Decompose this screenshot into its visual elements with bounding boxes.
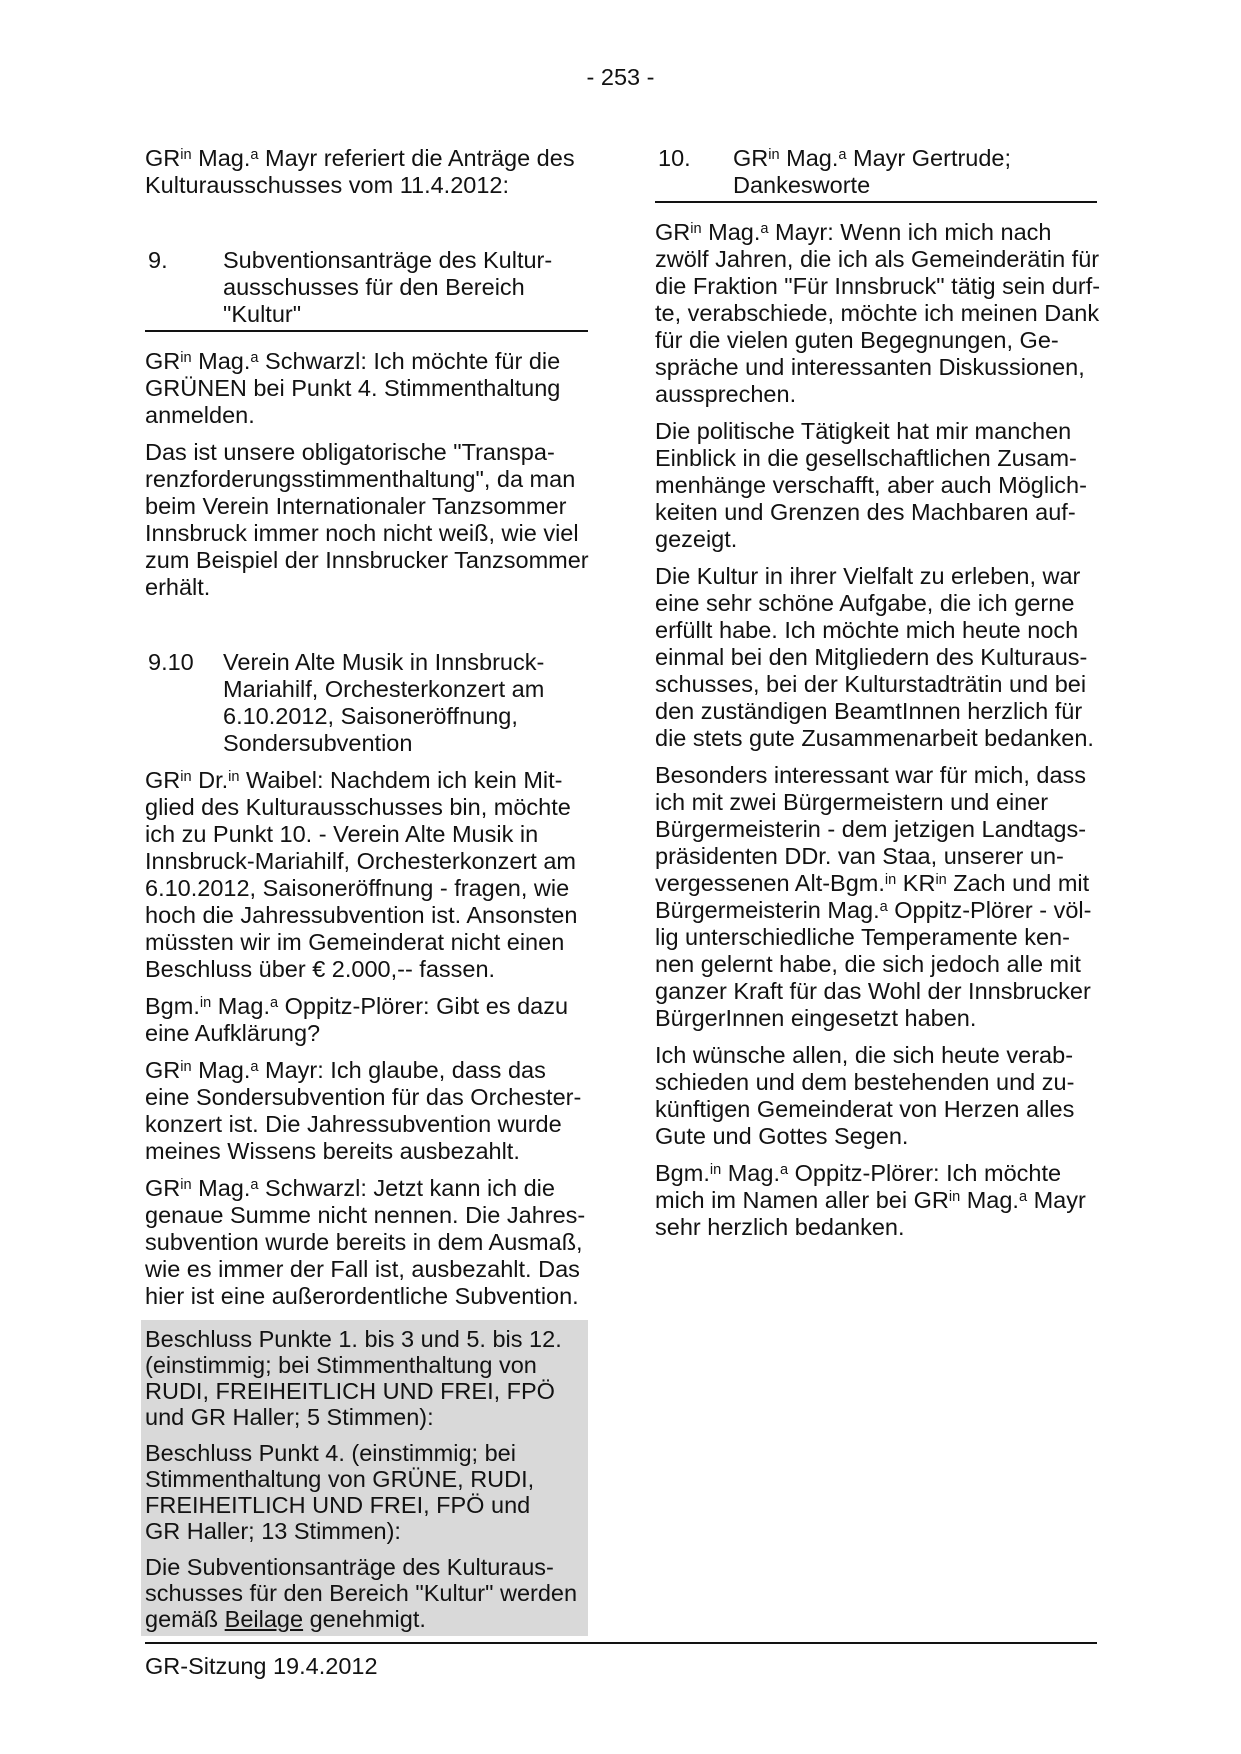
paragraph: [655, 418, 1097, 553]
text-line: beim Verein Internationaler Tanzsommer: [145, 493, 567, 519]
paragraph: [145, 439, 588, 601]
text-line: subvention wurde bereits in dem Ausmaß,: [145, 1229, 583, 1255]
text-line: aussprechen.: [655, 381, 797, 407]
text-line: die Fraktion "Für Innsbruck" tätig sein durf-: [655, 273, 1101, 299]
text-line: RUDI, FREIHEITLICH UND FREI, FPÖ: [145, 1378, 555, 1404]
text-line: lig unterschiedliche Temperamente ken-: [655, 924, 1070, 950]
text-line: ganzer Kraft für das Wohl der Innsbrucker: [655, 978, 1091, 1004]
text-line: Besonders interessant war für mich, dass: [655, 762, 1087, 788]
paragraph: [145, 145, 588, 199]
footer: [145, 1642, 1097, 1680]
text-line: 6.10.2012, Saisoneröffnung,: [223, 703, 518, 729]
text-line: gezeigt.: [655, 526, 738, 552]
text-line: zum Beispiel der Innsbrucker Tanzsommer: [145, 547, 589, 573]
text-line: gemäß Beilage genehmigt.: [145, 1606, 426, 1632]
text-line: renzforderungsstimmenthaltung", da man: [145, 466, 576, 492]
text-line: eine Aufklärung?: [145, 1020, 321, 1046]
page-content: [145, 145, 1101, 1636]
heading-number: 10.: [658, 145, 691, 171]
text-line: künftigen Gemeinderat von Herzen alles: [655, 1096, 1075, 1122]
text-line: eine Sondersubvention für das Orchester-: [145, 1084, 582, 1110]
text-line: hier ist eine außerordentliche Subvention.: [145, 1283, 579, 1309]
text-line: einmal bei den Mitgliedern des Kulturaus-: [655, 644, 1088, 670]
text-line: FREIHEITLICH UND FREI, FPÖ und: [145, 1492, 531, 1518]
text-line: eine sehr schöne Aufgabe, die ich gerne: [655, 590, 1075, 616]
text-line: Bürgermeisterin - dem jetzigen Landtags-: [655, 816, 1087, 842]
text-line: GRÜNEN bei Punkt 4. Stimmenthaltung: [145, 375, 561, 401]
text-line: spräche und interessanten Diskussionen,: [655, 354, 1085, 380]
text-line: schusses für den Bereich "Kultur" werden: [145, 1580, 578, 1606]
text-line: zwölf Jahren, die ich als Gemeinderätin für: [655, 246, 1100, 272]
text-line: Die Kultur in ihrer Vielfalt zu erleben, war: [655, 563, 1081, 589]
text-line: mich im Namen aller bei $GR^{in}$ Mag.$^a$ Mayr: [655, 1187, 1086, 1213]
text-line: wie es immer der Fall ist, ausbezahlt. Das: [145, 1256, 580, 1282]
paragraph: [145, 993, 588, 1047]
text-line: 6.10.2012, Saisoneröffnung - fragen, wie: [145, 875, 570, 901]
text-line: müssten wir im Gemeinderat nicht einen: [145, 929, 565, 955]
text-line: BürgerInnen eingesetzt haben.: [655, 1005, 977, 1031]
text-line: $GR^{in}$ Mag.$^a$ Mayr referiert die Anträge des: [145, 145, 575, 171]
text-line: erhält.: [145, 574, 211, 600]
text-line: ich mit zwei Bürgermeistern und einer: [655, 789, 1049, 815]
text-line: anmelden.: [145, 402, 255, 428]
section-heading: [145, 247, 588, 332]
section-heading: [145, 649, 588, 757]
text-line: Innsbruck immer noch nicht weiß, wie viel: [145, 520, 579, 546]
heading-number: 9.10: [148, 649, 194, 675]
paragraph: [655, 1042, 1097, 1150]
text-line: Mariahilf, Orchesterkonzert am: [223, 676, 545, 702]
text-line: hoch die Jahressubvention ist. Ansonsten: [145, 902, 578, 928]
text-line: Beschluss über € 2.000,-- fassen.: [145, 956, 496, 982]
text-line: Einblick in die gesellschaftlichen Zusam-: [655, 445, 1077, 471]
text-line: Sondersubvention: [223, 730, 413, 756]
paragraph: [145, 348, 588, 429]
decision-paragraph: [145, 1440, 586, 1544]
heading-number: 9.: [148, 247, 168, 273]
paragraph: [145, 1057, 588, 1165]
text-line: Bgm.$^{in}$ Mag.$^a$ Oppitz-Plörer: Ich möchte: [655, 1160, 1062, 1186]
text-line: schusses, bei der Kulturstadträtin und bei: [655, 671, 1087, 697]
text-line: konzert ist. Die Jahressubvention wurde: [145, 1111, 562, 1137]
text-line: Beschluss Punkte 1. bis 3 und 5. bis 12.: [145, 1326, 562, 1352]
text-line: genaue Summe nicht nennen. Die Jahres-: [145, 1202, 586, 1228]
left-column: [145, 145, 588, 1636]
text-line: $GR^{in}$ Dr.$^{in}$ Waibel: Nachdem ich kein Mit-: [145, 767, 563, 793]
text-line: Dankesworte: [733, 172, 871, 198]
text-line: präsidenten DDr. van Staa, unserer un-: [655, 843, 1064, 869]
text-line: Innsbruck-Mariahilf, Orchesterkonzert am: [145, 848, 576, 874]
text-line: $GR^{in}$ Mag.$^a$ Mayr: Ich glaube, dass das: [145, 1057, 546, 1083]
paragraph: [655, 563, 1097, 752]
text-line: (einstimmig; bei Stimmenthaltung von: [145, 1352, 537, 1378]
page-number: - 253 -: [586, 64, 655, 90]
text-line: Ich wünsche allen, die sich heute verab-: [655, 1042, 1074, 1068]
text-line: vergessenen Alt-Bgm.$^{in}$ $KR^{in}$ Zach und mit: [655, 870, 1090, 896]
text-line: GR Haller; 13 Stimmen):: [145, 1518, 401, 1544]
text-line: nen gelernt habe, die sich jedoch alle mit: [655, 951, 1081, 977]
text-line: den zuständigen BeamtInnen herzlich für: [655, 698, 1083, 724]
decision-paragraph: [145, 1326, 586, 1430]
text-line: ich zu Punkt 10. - Verein Alte Musik in: [145, 821, 539, 847]
section-heading: [655, 145, 1097, 203]
text-line: Bürgermeisterin Mag.$^a$ Oppitz-Plörer - völ-: [655, 897, 1092, 923]
decision-block: [141, 1320, 588, 1636]
paragraph: [655, 762, 1097, 1032]
text-line: Die Subventionsanträge des Kulturaus-: [145, 1554, 554, 1580]
text-line: $GR^{in}$ Mag.$^a$ Mayr: Wenn ich mich nach: [655, 219, 1052, 245]
text-line: erfüllt habe. Ich möchte mich heute noch: [655, 617, 1079, 643]
text-line: ausschusses für den Bereich: [223, 274, 525, 300]
text-line: Gute und Gottes Segen.: [655, 1123, 909, 1149]
text-line: keiten und Grenzen des Machbaren auf-: [655, 499, 1076, 525]
text-line: glied des Kulturausschusses bin, möchte: [145, 794, 571, 820]
right-column: [655, 145, 1101, 1241]
text-line: und GR Haller; 5 Stimmen):: [145, 1404, 434, 1430]
text-line: "Kultur": [223, 301, 302, 327]
paragraph: [145, 767, 588, 983]
paragraph: [145, 1175, 588, 1310]
text-line: meines Wissens bereits ausbezahlt.: [145, 1138, 520, 1164]
paragraph: [655, 1160, 1097, 1241]
text-line: schieden und dem bestehenden und zu-: [655, 1069, 1075, 1095]
text-line: Beschluss Punkt 4. (einstimmig; bei: [145, 1440, 516, 1466]
text-line: Verein Alte Musik in Innsbruck-: [223, 649, 545, 675]
text-line: für die vielen guten Begegnungen, Ge-: [655, 327, 1059, 353]
decision-paragraph: [145, 1554, 586, 1632]
text-line: $GR^{in}$ Mag.$^a$ Schwarzl: Jetzt kann ich die: [145, 1175, 555, 1201]
text-line: menhänge verschafft, aber auch Möglich-: [655, 472, 1087, 498]
text-line: te, verabschiede, möchte ich meinen Dank: [655, 300, 1100, 326]
text-line: die stets gute Zusammenarbeit bedanken.: [655, 725, 1094, 751]
text-line: $GR^{in}$ Mag.$^a$ Schwarzl: Ich möchte für die: [145, 348, 561, 374]
text-line: sehr herzlich bedanken.: [655, 1214, 905, 1240]
text-line: Subventionsanträge des Kultur-: [223, 247, 553, 273]
text-line: Bgm.$^{in}$ Mag.$^a$ Oppitz-Plörer: Gibt es dazu: [145, 993, 569, 1019]
text-line: Kulturausschusses vom 11.4.2012:: [145, 172, 510, 198]
paragraph: [655, 219, 1101, 408]
text-line: $GR^{in}$ Mag.$^a$ Mayr Gertrude;: [733, 145, 1012, 171]
text-line: Stimmenthaltung von GRÜNE, RUDI,: [145, 1466, 535, 1492]
text-line: Das ist unsere obligatorische "Transpa-: [145, 439, 555, 465]
text-line: Die politische Tätigkeit hat mir manchen: [655, 418, 1072, 444]
footer-label: GR-Sitzung 19.4.2012: [145, 1653, 378, 1679]
